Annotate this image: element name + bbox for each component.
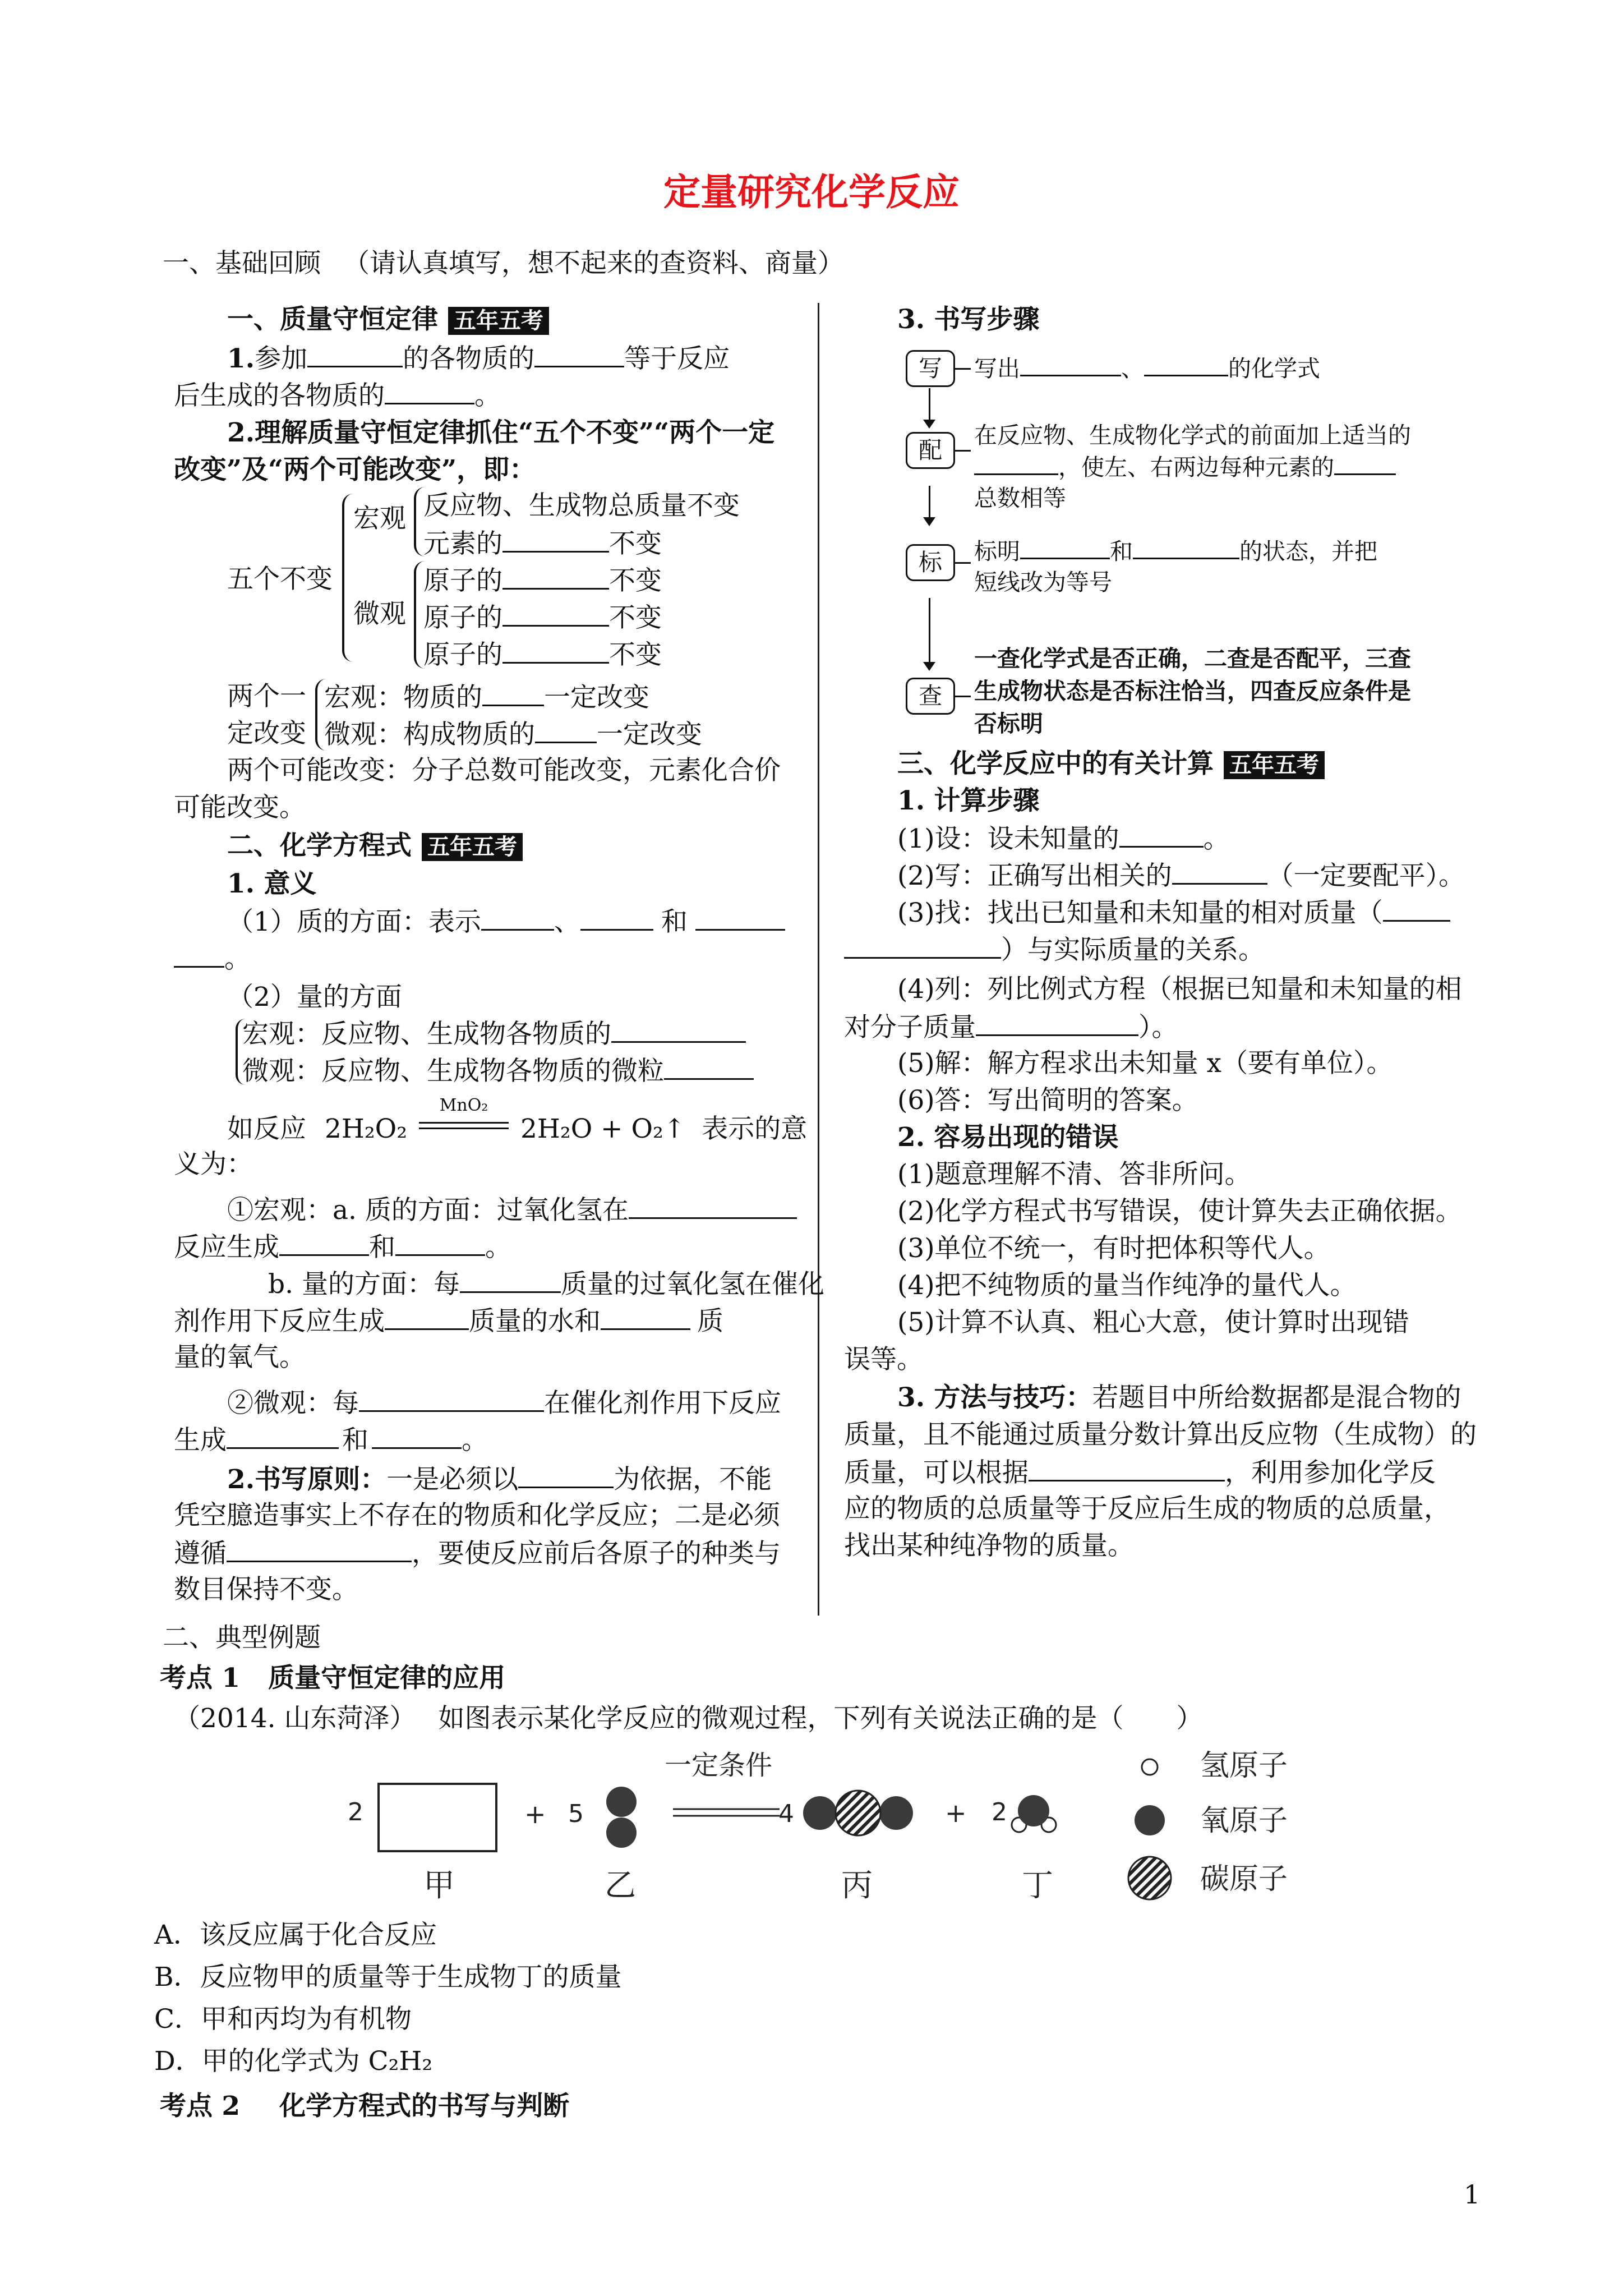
- blank[interactable]: [359, 1386, 544, 1412]
- meaning-quant: （2）量的方面: [227, 982, 402, 1013]
- text: 后生成的各物质的: [174, 380, 385, 411]
- step-box-check: 查: [906, 678, 955, 715]
- calc-4: (4)列：列比例式方程（根据已知量和未知量的相: [897, 974, 1462, 1005]
- tips-5: 找出某种纯净物的质量。: [844, 1530, 1134, 1561]
- text: 的各物质的: [403, 343, 535, 374]
- blank[interactable]: [307, 341, 403, 367]
- catalyst-arrow: [419, 1096, 509, 1138]
- blank[interactable]: [695, 904, 785, 931]
- blank[interactable]: [1334, 451, 1396, 475]
- q3-2: [174, 1423, 488, 1457]
- text: (3)找：找出已知量和未知量的相对质量（: [897, 898, 1383, 928]
- coef-4: 2: [992, 1798, 1007, 1826]
- section2-heading: 二、典型例题: [163, 1622, 321, 1653]
- text: (1)设：设未知量的: [897, 823, 1119, 854]
- five-year-badge: 五年五考: [1224, 751, 1325, 779]
- calc-5: (5)解：解方程求出未知量 x（要有单位）。: [897, 1048, 1393, 1079]
- question-text: 如图表示某化学反应的微观过程，下列有关说法正确的是（ ）: [438, 1703, 1203, 1734]
- text: 一定改变: [597, 719, 702, 750]
- five-f1: 反应物、生成物总质量不变: [423, 490, 740, 521]
- text: 质量的水和: [469, 1306, 601, 1337]
- text: 一定改变: [544, 682, 649, 713]
- text: 。: [462, 1425, 488, 1456]
- step-box-mark: 标: [906, 544, 955, 581]
- coef-2: 5: [568, 1800, 584, 1828]
- text: 若题目中所给数据都是混合物的: [1092, 1382, 1461, 1413]
- blank[interactable]: [611, 1016, 746, 1043]
- oxygen-atom: [606, 1818, 637, 1848]
- page-number: 1: [1464, 2179, 1481, 2210]
- meaning-heading: 1. 意义: [227, 868, 317, 899]
- text: 写出: [974, 355, 1020, 382]
- text: 剂作用下反应生成: [174, 1306, 385, 1337]
- heading-conservation: [227, 303, 549, 337]
- products: 2H₂O + O₂↑: [520, 1114, 686, 1144]
- connector: [955, 696, 971, 697]
- text: b. 量的方面：每: [268, 1269, 460, 1300]
- text: 原子的: [423, 602, 502, 633]
- step-box-balance: 配: [906, 432, 955, 469]
- text: 。: [1203, 823, 1230, 854]
- text: 生成: [174, 1425, 227, 1456]
- text: 等于反应: [624, 343, 730, 374]
- text: ，要使反应前后各原子的种类与: [412, 1538, 781, 1569]
- may-change-2: 可能改变。: [174, 792, 306, 823]
- line-p2: [227, 416, 774, 450]
- macro-label: 宏观: [353, 503, 406, 534]
- label-jia: 甲: [423, 1867, 455, 1904]
- example-eq: [227, 1096, 808, 1146]
- error-5: (5)计算不认真、粗心大意，使计算时出现错: [897, 1307, 1409, 1338]
- blank[interactable]: [976, 1010, 1138, 1036]
- step-write-text: [974, 352, 1320, 384]
- step-check-2: 生成物状态是否标注恰当，四查反应条件是: [974, 678, 1411, 705]
- five-f5: [423, 637, 662, 672]
- errors-heading: 2. 容易出现的错误: [897, 1122, 1119, 1153]
- text: 不变: [609, 528, 662, 559]
- quant-macro: [242, 1016, 746, 1051]
- blank[interactable]: [174, 941, 224, 968]
- text: 。: [224, 944, 251, 974]
- oxygen-atom: [803, 1796, 837, 1830]
- calc-2: [897, 858, 1465, 893]
- step-check-1: 一查化学式是否正确，二查是否配平，三查: [974, 645, 1411, 672]
- text: 的状态，并把: [1239, 538, 1377, 565]
- section-heading: [163, 247, 844, 280]
- blank[interactable]: [974, 451, 1058, 475]
- text: 不变: [609, 565, 662, 596]
- label-bing: 丙: [841, 1867, 873, 1904]
- step-mark-2: 短线改为等号: [974, 569, 1112, 596]
- text: 不变: [609, 602, 662, 633]
- step-balance-1: 在反应物、生成物化学式的前面加上适当的: [974, 422, 1411, 449]
- blank[interactable]: [502, 600, 609, 627]
- five-f2: [423, 526, 662, 561]
- tips-1: [897, 1381, 1461, 1415]
- num: 2.: [227, 1464, 255, 1495]
- blank[interactable]: [502, 563, 609, 590]
- blank[interactable]: [395, 1230, 485, 1256]
- blank[interactable]: [534, 341, 624, 367]
- tips-4: 应的物质的总质量等于反应后生成的物质的总质量，: [844, 1493, 1450, 1524]
- coef-1: 2: [348, 1798, 363, 1826]
- q2: [268, 1267, 824, 1301]
- carbon-atom: [836, 1791, 880, 1835]
- text: ，使左、右两边每种元素的: [1058, 454, 1334, 481]
- q2-3: 量的氧气。: [174, 1342, 306, 1373]
- two-t2: [324, 717, 702, 752]
- two-label-1: 两个一: [227, 681, 306, 712]
- meaning-qual-2: [174, 941, 251, 976]
- text: 质量的过氧化氢在催化: [560, 1269, 824, 1300]
- example-eq-2: 义为：: [174, 1149, 253, 1180]
- q3: [227, 1386, 781, 1420]
- text: 遵循: [174, 1538, 227, 1569]
- legend-oxygen: 氧原子: [1200, 1804, 1288, 1838]
- coef-3: 4: [778, 1800, 794, 1828]
- blank[interactable]: [535, 717, 597, 743]
- plus-1: +: [524, 1799, 546, 1829]
- principle-3: [174, 1536, 781, 1571]
- text: 参加: [255, 343, 308, 374]
- calc-steps-heading: 1. 计算步骤: [897, 785, 1040, 816]
- text: 书写原则：: [255, 1464, 387, 1495]
- text: (2)写：正确写出相关的: [897, 861, 1172, 891]
- text: 和: [342, 1425, 368, 1456]
- blank[interactable]: [227, 1423, 339, 1449]
- oxygen-atom: [606, 1787, 637, 1817]
- text: 3. 方法与技巧：: [897, 1382, 1092, 1413]
- text: 在催化剂作用下反应: [544, 1388, 781, 1419]
- step-check-3: 否标明: [974, 710, 1043, 737]
- blank[interactable]: [482, 680, 544, 706]
- text: ）与实际质量的关系。: [1001, 935, 1265, 965]
- text: 。: [474, 380, 501, 411]
- text: 。: [485, 1232, 511, 1263]
- text: 一是必须以: [386, 1464, 519, 1495]
- error-1: (1)题意理解不清、答非所问。: [897, 1159, 1251, 1190]
- blank[interactable]: [502, 526, 609, 553]
- reactant: 2H₂O₂: [324, 1114, 408, 1144]
- text: ②微观：每: [227, 1388, 359, 1419]
- question: [174, 1702, 1203, 1736]
- condition-label: 一定条件: [665, 1750, 773, 1781]
- step-mark-1: [974, 535, 1377, 567]
- heading-calc: [897, 747, 1325, 781]
- kp2: [160, 2090, 569, 2123]
- option-a[interactable]: A．该反应属于化合反应: [154, 1920, 437, 1950]
- principle-4: 数目保持不变。: [174, 1574, 358, 1605]
- text: 、: [554, 907, 580, 937]
- connector: [955, 450, 971, 452]
- column-divider: [818, 303, 819, 1616]
- calc-3b: [844, 932, 1265, 967]
- blank[interactable]: [518, 1462, 614, 1488]
- principle-2: 凭空臆造事实上不存在的物质和化学反应；二是必须: [174, 1500, 780, 1531]
- text: 质量，可以根据: [844, 1457, 1029, 1488]
- kp1: [160, 1662, 505, 1695]
- line-p2-2: 改变”及“两个可能改变”，即：: [174, 454, 536, 485]
- blank[interactable]: [1172, 858, 1267, 885]
- text: ）。: [1138, 1012, 1178, 1043]
- blank[interactable]: [1020, 352, 1121, 376]
- line-p1-2: [174, 378, 501, 413]
- blank[interactable]: [1133, 535, 1239, 559]
- text: （1）质的方面：表示: [227, 907, 481, 937]
- text: （一定要配平）。: [1267, 861, 1465, 891]
- five-f4: [423, 600, 662, 635]
- num: 1.: [227, 343, 255, 374]
- calc-1: [897, 821, 1230, 856]
- option-d[interactable]: D．甲的化学式为 C₂H₂: [154, 2046, 433, 2077]
- text: 对分子质量: [844, 1012, 976, 1043]
- blank[interactable]: [844, 932, 1001, 959]
- text: ，利用参加化学反: [1225, 1457, 1436, 1488]
- oxygen-atom: [1018, 1795, 1049, 1826]
- five-label: 五个不变: [227, 564, 333, 595]
- text: 如反应: [227, 1114, 306, 1144]
- unknown-molecule-box: [379, 1784, 496, 1851]
- tips-2: 质量，且不能通过质量分数计算出反应物（生成物）的: [844, 1419, 1477, 1450]
- text: 质: [697, 1306, 723, 1337]
- q1-2: [174, 1230, 511, 1264]
- text: 为依据，不能: [614, 1464, 772, 1495]
- option-b[interactable]: B．反应物甲的质量等于生成物丁的质量: [154, 1962, 622, 1993]
- page-title: 定量研究化学反应: [663, 171, 960, 214]
- heading-conservation-text: 一、质量守恒定律: [227, 304, 438, 335]
- heading-calc-text: 三、化学反应中的有关计算: [897, 748, 1214, 779]
- calc-3: [897, 895, 1450, 930]
- principle-1: [227, 1462, 772, 1497]
- blank[interactable]: [664, 1053, 754, 1080]
- text: 宏观：反应物、生成物各物质的: [242, 1019, 611, 1050]
- legend-hydrogen: 氢原子: [1200, 1749, 1288, 1783]
- blank[interactable]: [1020, 535, 1110, 559]
- two-t1: [324, 680, 649, 715]
- blank[interactable]: [481, 904, 554, 931]
- arrow-down: [929, 598, 930, 665]
- blank[interactable]: [1119, 821, 1204, 848]
- five-year-badge: 五年五考: [448, 307, 549, 335]
- blank[interactable]: [372, 1423, 462, 1449]
- text: 原子的: [423, 565, 502, 596]
- text: 原子的: [423, 639, 502, 670]
- blank[interactable]: [227, 1536, 412, 1562]
- heading-equation: [227, 829, 523, 863]
- question-source: （2014. 山东菏泽）: [174, 1703, 416, 1734]
- two-label-2: 定改变: [227, 718, 306, 749]
- text: 宏观：物质的: [324, 682, 482, 713]
- meaning-qual: [227, 904, 785, 939]
- kp1-title: 质量守恒定律的应用: [268, 1663, 506, 1694]
- text: 和: [661, 907, 688, 937]
- text: 微观：构成物质的: [324, 719, 535, 750]
- plus-2: +: [945, 1798, 967, 1828]
- option-c[interactable]: C．甲和丙均为有机物: [154, 2004, 412, 2035]
- blank[interactable]: [279, 1230, 369, 1256]
- kp2-label: 考点 2: [160, 2091, 241, 2122]
- blank[interactable]: [502, 637, 609, 664]
- line-p1: [227, 341, 730, 376]
- arrow-head: [923, 420, 935, 429]
- text: 元素的: [423, 528, 502, 559]
- q2-2: [174, 1304, 723, 1338]
- text: 、: [1121, 355, 1144, 382]
- calc-4b: [844, 1010, 1178, 1045]
- legend-oxygen-icon: [1135, 1805, 1165, 1835]
- section-heading-text: 一、基础回顾: [163, 248, 321, 279]
- arrow-head: [923, 517, 935, 526]
- five-year-badge: 五年五考: [422, 833, 523, 861]
- arrow-head: [923, 662, 935, 671]
- text: 理解质量守恒定律抓住“五个不变”“两个一定: [255, 417, 775, 448]
- five-f3: [423, 563, 662, 598]
- text: 的化学式: [1228, 355, 1320, 382]
- error-2: (2)化学方程式书写错误，使计算失去正确依据。: [897, 1196, 1462, 1227]
- step-box-write: 写: [906, 350, 955, 387]
- kp2-title: 化学方程式的书写与判断: [279, 2091, 570, 2122]
- blank[interactable]: [1029, 1455, 1225, 1481]
- legend-hydrogen-icon: [1142, 1759, 1158, 1775]
- legend-carbon: 碳原子: [1200, 1862, 1288, 1896]
- text: 微观：反应物、生成物各物质的微粒: [242, 1056, 664, 1087]
- error-4: (4)把不纯物质的量当作纯净的量代人。: [897, 1270, 1357, 1301]
- text: 反应生成: [174, 1232, 279, 1263]
- may-change-1: 两个可能改变：分子总数可能改变，元素化合价: [227, 755, 781, 786]
- label-ding: 丁: [1022, 1867, 1053, 1904]
- steps-heading: 3. 书写步骤: [897, 304, 1040, 335]
- blank[interactable]: [1144, 352, 1228, 376]
- micro-label: 微观: [353, 599, 406, 629]
- step-balance-2: [974, 451, 1396, 483]
- kp1-label: 考点 1: [160, 1663, 241, 1694]
- text: 不变: [609, 639, 662, 670]
- text: 和: [369, 1232, 395, 1263]
- quant-micro: [242, 1053, 754, 1088]
- legend-carbon-icon: [1128, 1857, 1171, 1899]
- tips-3: [844, 1455, 1436, 1490]
- blank[interactable]: [385, 1304, 469, 1330]
- connector: [955, 562, 971, 564]
- blank[interactable]: [601, 1304, 690, 1330]
- error-5b: 误等。: [844, 1344, 923, 1375]
- step-balance-3: 总数相等: [974, 485, 1066, 512]
- blank[interactable]: [1383, 895, 1450, 922]
- reaction-diagram: [336, 1742, 1346, 1910]
- arrow-down: [929, 486, 930, 521]
- heading-equation-text: 二、化学方程式: [227, 830, 412, 861]
- q1: [227, 1193, 797, 1227]
- double-line: [419, 1122, 509, 1129]
- blank[interactable]: [460, 1267, 561, 1293]
- text: ①宏观：a. 质的方面：过氧化氢在: [227, 1195, 629, 1226]
- label-yi: 乙: [605, 1867, 636, 1904]
- num: 2.: [227, 417, 255, 448]
- blank[interactable]: [385, 378, 474, 404]
- blank[interactable]: [580, 904, 653, 931]
- catalyst: MnO₂: [439, 1096, 488, 1115]
- section-note: （请认真填写，想不起来的查资料、商量）: [343, 248, 844, 279]
- oxygen-atom: [879, 1796, 913, 1830]
- blank[interactable]: [629, 1193, 797, 1219]
- arrow-down: [929, 388, 930, 423]
- error-3: (3)单位不统一，有时把体积等代人。: [897, 1233, 1330, 1264]
- calc-6: (6)答：写出简明的答案。: [897, 1085, 1198, 1116]
- connector: [955, 368, 971, 370]
- text: 标明: [974, 538, 1020, 565]
- text: 和: [1110, 538, 1133, 565]
- text: 表示的意: [702, 1114, 808, 1144]
